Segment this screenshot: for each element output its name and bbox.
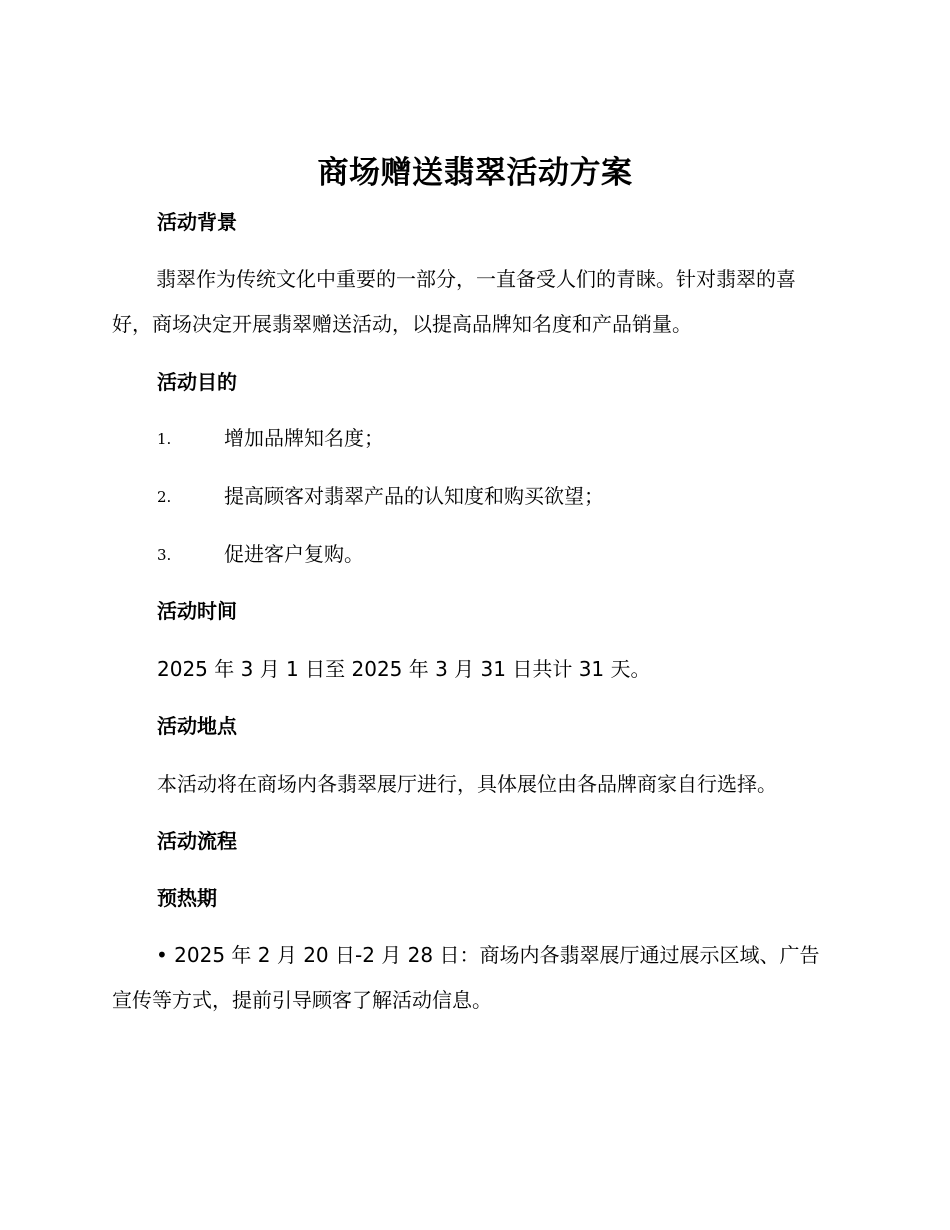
subheading-warmup: 预热期: [157, 886, 217, 910]
time-paragraph: 2025 年 3 月 1 日至 2025 年 3 月 31 日共计 31 天。: [157, 657, 651, 681]
list-item-number: 1.: [157, 430, 172, 448]
list-item-number: 3.: [157, 546, 172, 564]
background-paragraph: 翡翠作为传统文化中重要的一部分，一直备受人们的青睐。针对翡翠的喜好，商场决定开展翡翠赠送活动，以提高品牌知名度和产品销量。: [112, 267, 796, 336]
location-paragraph: 本活动将在商场内各翡翠展厅进行，具体展位由各品牌商家自行选择。: [157, 772, 777, 796]
document-title: 商场赠送翡翠活动方案: [317, 155, 633, 191]
list-item-text: 增加品牌知名度；: [224, 426, 384, 450]
list-item-number: 2.: [157, 488, 172, 506]
list-item-text: 提高顾客对翡翠产品的认知度和购买欲望；: [224, 484, 604, 508]
section-heading-background: 活动背景: [157, 210, 237, 234]
section-heading-process: 活动流程: [157, 829, 237, 853]
section-heading-location: 活动地点: [157, 714, 237, 738]
list-item-text: 促进客户复购。: [224, 542, 364, 566]
section-heading-time: 活动时间: [157, 599, 237, 623]
section-heading-purpose: 活动目的: [157, 370, 237, 394]
warmup-bullet-paragraph: • 2025 年 2 月 20 日-2 月 28 日：商场内各翡翠展厅通过展示区域、广告宣传等方式，提前引导顾客了解活动信息。: [112, 943, 820, 1012]
